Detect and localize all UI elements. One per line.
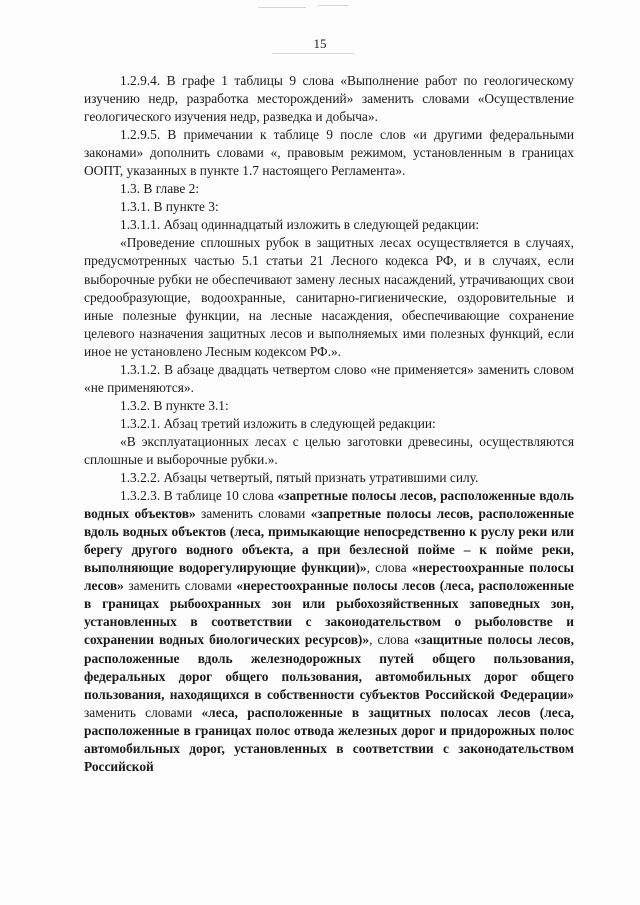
paragraph xyxy=(84,180,574,198)
paragraph xyxy=(84,198,574,216)
text-run: 1.3.2. В пункте 3.1: xyxy=(120,397,229,413)
page-number: 15 xyxy=(313,36,327,51)
text-run: 1.3.2.2. Абзацы четвертый, пятый признать утратившими силу. xyxy=(120,470,479,486)
scan-artifact xyxy=(272,53,354,54)
text-run: 1.3.1.1. Абзац одиннадцатый изложить в следующей редакции: xyxy=(120,217,480,233)
text-run: , слова xyxy=(366,560,412,576)
paragraph xyxy=(84,216,574,234)
paragraph xyxy=(84,72,574,126)
text-run: 1.3.1. В пункте 3: xyxy=(120,199,219,215)
paragraph xyxy=(84,397,574,415)
bold-text-run: «нерестоохранные полосы лесов» xyxy=(84,560,574,594)
text-run: 1.2.9.5. В примечании к таблице 9 после слов «и другими федеральными законами» дополнить словами «, правовым режимом, установленным в границах ООПТ, указанных в пункте 1.7 настоящего Регламента». xyxy=(84,127,574,179)
paragraph xyxy=(84,469,574,487)
text-run: заменить словами xyxy=(195,506,311,522)
text-run: 1.3.1.2. В абзаце двадцать четвертом слово «не применяется» заменить словом «не применяются». xyxy=(84,361,574,395)
paragraph xyxy=(84,433,574,469)
bold-text-run: «нерестоохранные полосы лесов (леса, расположенные в границах рыбоохранных зон или рыбохозяйственных заповедных зон, установленных в соответствии с законодательством о рыболовстве и сохранении водных биологических ресурсов)» xyxy=(84,578,574,648)
bold-text-run: «запретные полосы лесов, расположенные вдоль водных объектов (леса, примыкающие непосредственно к руслу реки или берегу другого водного объекта, а при безлесной пойме – к пойме реки, выполняющие водорегулирующие функции)» xyxy=(84,506,574,576)
scan-artifact xyxy=(258,7,306,8)
text-run: заменить словами xyxy=(123,578,237,594)
paragraph xyxy=(84,487,574,776)
text-run: 1.2.9.4. В графе 1 таблицы 9 слова «Выполнение работ по геологическому изучению недр, разработка месторождений» заменить словами «Осуществление геологического изучения недр, разведка и добыча». xyxy=(84,73,574,125)
text-run: , слова xyxy=(369,632,414,648)
scan-artifact xyxy=(318,5,348,6)
paragraph xyxy=(84,234,574,360)
bold-text-run: «запретные полосы лесов, расположенные вдоль водных объектов» xyxy=(84,488,574,522)
text-run: 1.3.2.1. Абзац третий изложить в следующей редакции: xyxy=(120,415,436,431)
bold-text-run: «леса, расположенные в защитных полосах лесов (леса, расположенные в границах полос отвода железных дорог и придорожных полос автомобильных дорог, установленных в соответствии с законодательством Российской xyxy=(84,704,574,774)
paragraph xyxy=(84,415,574,433)
paragraph xyxy=(84,361,574,397)
text-run: «Проведение сплошных рубок в защитных лесах осуществляется в случаях, предусмотренных частью 5.1 статьи 21 Лесного кодекса РФ, и в случаях, если выборочные рубки не обеспечивают замену лесных насаждений, утрачивающих свои средообразующие, водоохранные, санитарно-гигиенические, оздоровительные и иные полезные функции, на лесные насаждения, обеспечивающие сохранение целевого назначения защитных лесов и выполняемых ими полезных функций, если иное не установлено Лесным кодексом РФ.». xyxy=(84,235,574,359)
text-run: 1.3.2.3. В таблице 10 слова xyxy=(120,488,278,504)
text-run: заменить словами xyxy=(84,704,202,720)
text-run: 1.3. В главе 2: xyxy=(120,181,200,197)
paragraph xyxy=(84,126,574,180)
bold-text-run: «защитные полосы лесов, расположенные вдоль железнодорожных путей общего пользования, федеральных дорог общего пользования, автомобильных дорог общего пользования, находящихся в собственности субъектов Российской Федерации» xyxy=(84,632,574,702)
document-body xyxy=(84,72,574,776)
text-run: «В эксплуатационных лесах с целью заготовки древесины, осуществляются сплошные и выборочные рубки.». xyxy=(84,433,574,467)
